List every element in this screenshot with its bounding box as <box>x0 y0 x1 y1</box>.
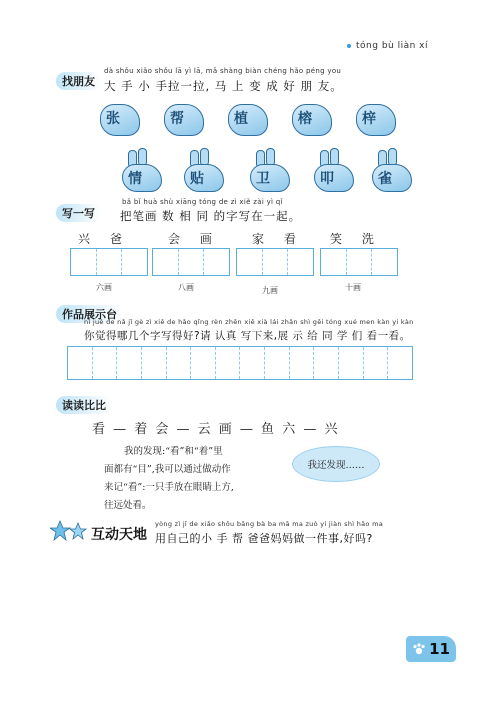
stroke-count-caption: 九画 <box>262 286 278 295</box>
speech-bubble: 我还发现…… <box>292 446 380 482</box>
word-pair: 兴 爸 <box>78 232 130 246</box>
hand-character: 张 <box>106 111 120 127</box>
section1-instruction: 大 手 小 手拉一拉, 马 上 变 成 好 朋 友。 <box>104 79 343 93</box>
hand-character: 情 <box>128 171 142 187</box>
section5-pinyin: yòng zì jǐ de xiǎo shǒu bāng bà ba mā ma zuò yí jiàn shì hǎo ma <box>155 520 383 528</box>
paw-icon <box>412 641 426 659</box>
stroke-count-caption: 十画 <box>345 283 361 292</box>
character-compare-row: 看 — 着 会 — 云 画 — 鱼 六 — 兴 <box>92 422 340 437</box>
note-line: 面都有“目”,我可以通过做动作 <box>104 464 231 475</box>
hand-card[interactable] <box>160 100 212 142</box>
stroke-count-caption: 八画 <box>178 283 194 292</box>
hand-card[interactable] <box>368 150 416 194</box>
writing-grid[interactable] <box>236 248 314 276</box>
writing-grid[interactable] <box>70 248 148 276</box>
page-number-text: 11 <box>429 640 450 658</box>
note-line: 来记“看”:一只手放在眼睛上方, <box>104 482 234 493</box>
section3-instruction: 你觉得哪几个字写得好?请 认真 写下来,展 示 给 同 学 们 看一看。 <box>84 330 411 342</box>
page-number <box>406 636 456 662</box>
note-line: 我的发现:“看”和“着”里 <box>124 446 223 457</box>
hand-card[interactable] <box>118 150 166 194</box>
hand-card[interactable] <box>288 100 340 142</box>
header-tag <box>347 41 428 51</box>
hand-card[interactable] <box>180 150 228 194</box>
hand-card[interactable] <box>310 150 358 194</box>
hand-card[interactable] <box>224 100 276 142</box>
hand-character: 梓 <box>362 111 376 127</box>
section2-pinyin: bǎ bǐ huà shù xiāng tóng de zì xiě zài yì qǐ <box>122 198 283 206</box>
hand-character: 雀 <box>378 171 392 187</box>
hand-card[interactable] <box>246 150 294 194</box>
word-pair: 笑 洗 <box>330 232 382 246</box>
discovery-note <box>104 443 294 515</box>
showcase-writing-strip[interactable] <box>67 346 413 380</box>
writing-grid[interactable] <box>320 248 398 276</box>
section-label-compare: 读读比比 <box>56 396 112 414</box>
bullet-icon <box>347 44 351 48</box>
stroke-count-caption: 六画 <box>96 283 112 292</box>
writing-grid[interactable] <box>152 248 230 276</box>
section-label-interactive: 互动天地 <box>91 527 147 543</box>
word-pair: 家 看 <box>252 232 304 246</box>
section-label-write: 写一写 <box>56 204 101 222</box>
hand-character: 叩 <box>320 171 334 187</box>
section-label-showcase: 作品展示台 <box>56 305 123 323</box>
hand-card[interactable] <box>96 100 148 142</box>
hand-character: 帮 <box>170 111 184 127</box>
hand-character: 植 <box>234 111 248 127</box>
section-label-find-friends: 找朋友 <box>56 72 101 90</box>
hand-character: 贴 <box>190 171 204 187</box>
hand-card[interactable] <box>352 100 404 142</box>
section3-pinyin: nǐ jué de nǎ jǐ gè zì xiě de hǎo qǐng rèn zhēn xiě xià lái zhǎn shì gěi tóng xué men kàn yi kàn <box>84 318 414 326</box>
section1-pinyin: dà shǒu xiǎo shǒu lā yì lā, mǎ shàng biàn chéng hǎo péng you <box>104 67 342 75</box>
header-tag-text: tóng bù liàn xí <box>356 41 428 51</box>
note-line: 往远处看。 <box>104 500 152 511</box>
section5-instruction: 用自己的小 手 帮 爸爸妈妈做一件事,好吗? <box>155 532 373 545</box>
star-icon <box>50 520 90 546</box>
section2-instruction: 把笔画 数 相 同 的字写在一起。 <box>120 209 302 223</box>
word-pair: 会 画 <box>168 232 220 246</box>
hand-character: 榕 <box>298 111 312 127</box>
hand-character: 卫 <box>256 171 270 187</box>
